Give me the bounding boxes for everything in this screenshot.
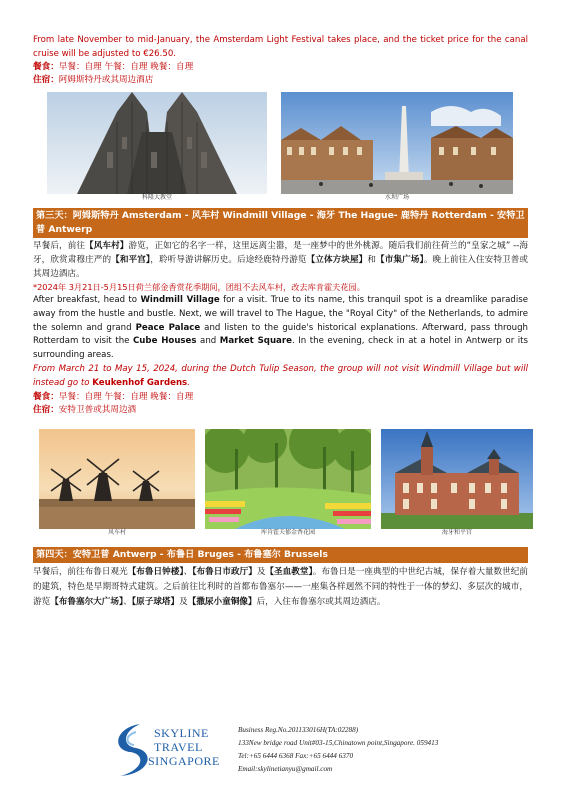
keukenhof-image <box>205 429 371 529</box>
text-run: for a visit. True to its name, this tranquil spot is a dreamlike paradise away from the hustle and bustle. Next, we will travel to The Hague, the "Royal City" of the Netherlands, to admire the solemn and grand <box>33 295 528 333</box>
photo-row-2 <box>39 429 528 537</box>
day3-heading: 第三天：阿姆斯特丹 Amsterdam - 风车村 Windmill Village - 海牙 The Hague- 鹿特丹 Rotterdam - 安特卫普 Antwerp <box>33 208 528 238</box>
stay-line-day3 <box>33 404 528 417</box>
cathedral-image <box>47 92 267 194</box>
keukenhof-photo <box>205 429 371 537</box>
text-run: and <box>196 336 220 347</box>
keukenhof-gardens-en: Keukenhof Gardens <box>92 377 188 388</box>
stay-text: 安特卫普或其周边酒 <box>58 404 137 415</box>
photo-caption: 海牙和平宫 <box>441 528 472 536</box>
business-reg: Business Reg.No.201133016H(TA:02288) <box>238 726 359 734</box>
market-square-cn: 【市集广场】 <box>376 255 424 265</box>
text-run: 早餐后，前往布鲁日观光 <box>33 566 128 577</box>
windmill-image <box>39 429 195 529</box>
windmill-village-en: Windmill Village <box>140 295 220 305</box>
photo-caption: 科隆大教堂 <box>141 194 172 201</box>
holy-blood-basilica: 【圣血教堂】 <box>265 566 313 577</box>
text-run: 早餐后，前往 <box>33 241 86 251</box>
cube-houses-en: Cube Houses <box>133 336 197 347</box>
tulip-note-cn: *2024年 3月21日-5月15日荷兰郁金香赏花季期间，团组不去风车村，改去库肯霍夫花园。 <box>33 282 365 292</box>
stay-label: 住宿： <box>33 75 59 85</box>
grand-place: 【布鲁塞尔大广场】 <box>50 596 124 607</box>
peace-palace-cn: 【和平宫】 <box>111 255 151 265</box>
text-run: 、 <box>123 596 132 607</box>
tulip-note-en <box>33 363 528 391</box>
logo-line-2: TRAVEL <box>154 740 203 754</box>
photo-caption: 水坝广场 <box>384 194 409 201</box>
business-phone: Tel:+65 6444 6368 Fax:+65 6444 6370 <box>238 752 354 760</box>
cologne-cathedral-photo <box>47 92 267 202</box>
market-square-en: Market Square <box>219 336 292 347</box>
text-run: . In the evening, check in at a hotel in Antwerp or its surrounding areas. <box>33 336 529 361</box>
text-run: 及 <box>179 596 188 607</box>
text-run: 和 <box>367 255 377 265</box>
business-address: 133New bridge road Unit#03-15,Chinatown point,Singapore. 059413 <box>238 739 439 747</box>
text-run: 后，入住布鲁塞尔或其周边酒店。 <box>256 596 386 607</box>
windmill-village-cn: 【风车村】 <box>85 241 129 251</box>
text-run: From March 21 to May 15, 2024, during the Dutch Tulip Season, the group will not visit Windmill Village but will instead go to <box>33 363 528 388</box>
skyline-logo <box>110 718 228 778</box>
dam-square-image <box>281 92 513 194</box>
photo-row-1 <box>47 92 528 202</box>
dam-square-photo <box>281 92 513 202</box>
text-run: ，聆听导游讲解历史。后途经鹿特丹游览 <box>150 255 307 265</box>
bruges-city-hall: 【布鲁日市政厅】 <box>192 566 257 577</box>
day4-heading: 第四天：安特卫普 Antwerp - 布鲁日 Bruges - 布鲁塞尔 Brussels <box>33 547 528 563</box>
stay-text: 阿姆斯特丹或其周边酒店 <box>58 75 154 85</box>
windmill-village-photo <box>39 429 195 537</box>
meals-text: 早餐：自理 午餐：自理 晚餐：自理 <box>58 62 194 72</box>
cube-houses-cn: 【立体方块屋】 <box>306 255 368 265</box>
day3-en-paragraph <box>33 294 528 363</box>
text-run: 。布鲁日是一座典型的中世纪古城，保存着大量数世纪前的建筑，特色是早期哥特式建筑。之后前往比利时的首都布鲁塞尔——一座集各样迥然不同的特性于一体的梦幻、多层次的城市，游览 <box>33 566 528 607</box>
atomium: 【原子球塔】 <box>131 596 180 607</box>
company-footer <box>110 718 450 790</box>
peace-palace-image <box>381 429 533 529</box>
text-run: 及 <box>256 566 266 577</box>
text-run: After breakfast, head to <box>33 295 141 305</box>
day4-paragraph <box>33 565 528 610</box>
photo-caption: 风车村 <box>107 528 126 536</box>
meals-text: 早餐：自理 午餐：自理 晚餐：自理 <box>58 391 194 402</box>
text-run: 游览，正如它的名字一样，这里远离尘嚣，是一座梦中的世外桃源。随后我们前往荷兰的“皇家之城” --海牙，欣赏肃穆庄严的 <box>33 241 528 265</box>
stay-line-day2 <box>33 74 528 87</box>
photo-caption: 库肯霍夫郁金香花园 <box>260 528 315 536</box>
text-run: 。晚上前往入住安特卫普或其周边酒店。 <box>33 255 528 279</box>
manneken-pis: 【撒尿小童铜像】 <box>187 596 257 607</box>
business-email: Email:skylinetianyu@gmail.com <box>238 765 333 773</box>
meals-label: 餐食： <box>33 391 59 402</box>
meals-label: 餐食： <box>33 62 59 72</box>
stay-label: 住宿： <box>33 404 59 415</box>
text-run: and listen to the guide's historical explanations. Afterward, pass through Rotterdam to visit the <box>33 322 528 347</box>
logo-line-1: SKYLINE <box>154 726 209 740</box>
business-info <box>238 724 438 776</box>
bruges-belfry: 【布鲁日钟楼】 <box>127 566 184 577</box>
meals-line-day2 <box>33 61 528 74</box>
peace-palace-photo <box>381 429 533 537</box>
logo-line-3: SINGAPORE <box>148 754 220 768</box>
peace-palace-en: Peace Palace <box>135 322 201 333</box>
meals-line-day3 <box>33 391 528 404</box>
light-festival-note: From late November to mid-January, the Amsterdam Light Festival takes place, and the ticket price for the canal cruise will be adjusted to €26.50. <box>33 35 528 59</box>
text-run: . <box>187 377 190 388</box>
day3-cn-paragraph <box>33 239 528 281</box>
text-run: 、 <box>183 566 193 577</box>
